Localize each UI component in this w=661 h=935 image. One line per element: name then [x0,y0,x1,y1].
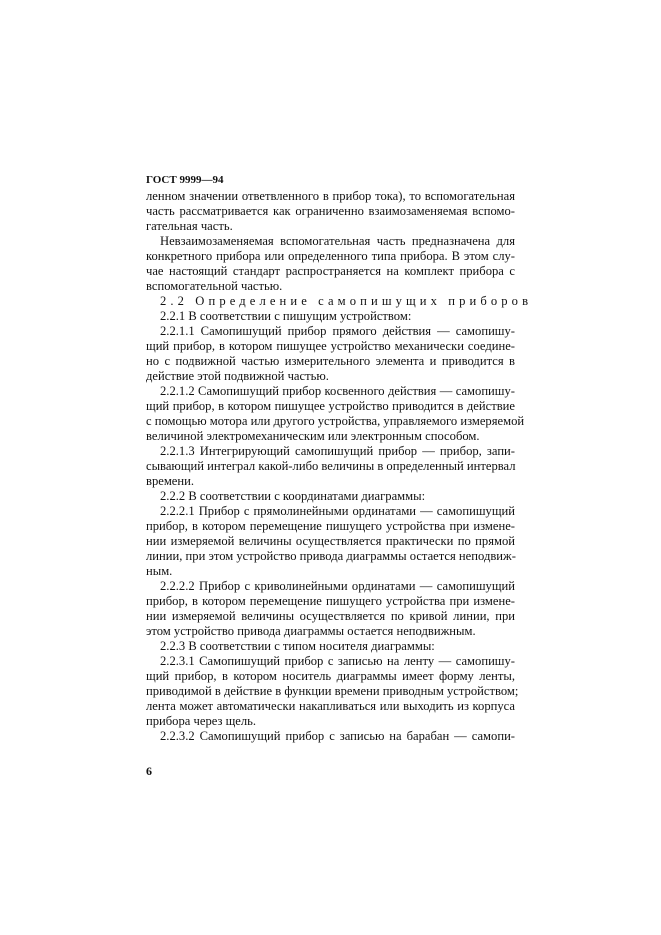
text-line: 2.2.3.1 Самопишущий прибор с записью на ленту — самопишу- [160,654,515,668]
paragraph [146,444,515,489]
section-heading [146,294,533,309]
paragraph [146,654,519,729]
text-line: щий прибор, в котором пишущее устройство механически соедине- [146,339,515,353]
text-line: нии измеряемой величины осуществляется практически по прямой [146,534,515,548]
text-line: 2.2.1 В соответствии с пишущим устройством: [160,309,412,323]
text-line: 2.2.1.3 Интегрирующий самопишущий прибор — прибор, запи- [160,444,515,458]
text-line: вспомогательной частью. [146,279,283,293]
text-line: конкретного прибора или определенного типа прибора. В этом слу- [146,249,515,263]
text-line: нии измеряемой величины осуществляется по кривой линии, при [146,609,515,623]
text-line: щий прибор, в котором носитель диаграммы имеет форму ленты, [146,669,515,683]
text-line: Невзаимозаменяемая вспомогательная часть предназначена для [160,234,515,248]
text-line: ным. [146,564,173,578]
text-line: лента может автоматически накапливаться или выходить из корпуса [146,699,515,713]
paragraph [146,189,515,234]
text-line: прибор, в котором перемещение пишущего устройства при измене- [146,519,515,533]
text-line: с помощью мотора или другого устройства, управляемого измеряемой [146,414,525,428]
document-body [146,189,533,744]
text-line: времени. [146,474,195,488]
text-line: чае настоящий стандарт распространяется на комплект прибора с [146,264,515,278]
paragraph [146,639,515,654]
paragraph [146,324,515,384]
text-line: действие этой подвижной частью. [146,369,329,383]
paragraph [146,384,525,444]
text-line: но с подвижной частью измерительного элемента и приводится в [146,354,515,368]
text-line: 2.2.2 В соответствии с координатами диаграммы: [160,489,426,503]
paragraph [146,489,515,504]
text-line: 2.2.2.1 Прибор с прямолинейными ординатами — самопишущий [160,504,515,518]
text-line: 2.2.2.2 Прибор с криволинейными ординатами — самопишущий [160,579,515,593]
text-line: щий прибор, в котором пишущее устройство приводится в действие [146,399,515,413]
text-line: 2.2.3.2 Самопишущий прибор с записью на барабан — самопи- [160,729,515,743]
text-line: величиной электромеханическим или электронным способом. [146,429,480,443]
text-line: 2.2.1.1 Самопишущий прибор прямого действия — самопишу- [160,324,515,338]
text-line: линии, при этом устройство привода диаграммы остается неподвиж- [146,549,516,563]
paragraph [146,234,515,294]
page-number: 6 [146,764,152,778]
text-line: прибор, в котором перемещение пишущего устройства при измене- [146,594,515,608]
text-line: 2.2.1.2 Самопишущий прибор косвенного действия — самопишу- [160,384,515,398]
text-line: 2.2 Определение самопишущих приборов [160,294,533,308]
paragraph [146,504,515,579]
paragraph [146,579,515,639]
text-line: приводимой в действие в функции времени приводным устройством; [146,684,519,698]
text-line: ленном значении ответвленного в прибор тока), то вспомогательная [146,189,515,203]
paragraph [146,309,515,324]
text-line: прибора через щель. [146,714,257,728]
paragraph [146,729,515,744]
text-line: 2.2.3 В соответствии с типом носителя диаграммы: [160,639,435,653]
text-line: часть рассматривается как ограниченно взаимозаменяемая вспомо- [146,204,515,218]
text-line: сывающий интеграл какой-либо величины в определенный интервал [146,459,516,473]
text-line: гательная часть. [146,219,233,233]
document-header: ГОСТ 9999—94 [146,174,224,186]
text-line: этом устройство привода диаграммы остается неподвижным. [146,624,476,638]
